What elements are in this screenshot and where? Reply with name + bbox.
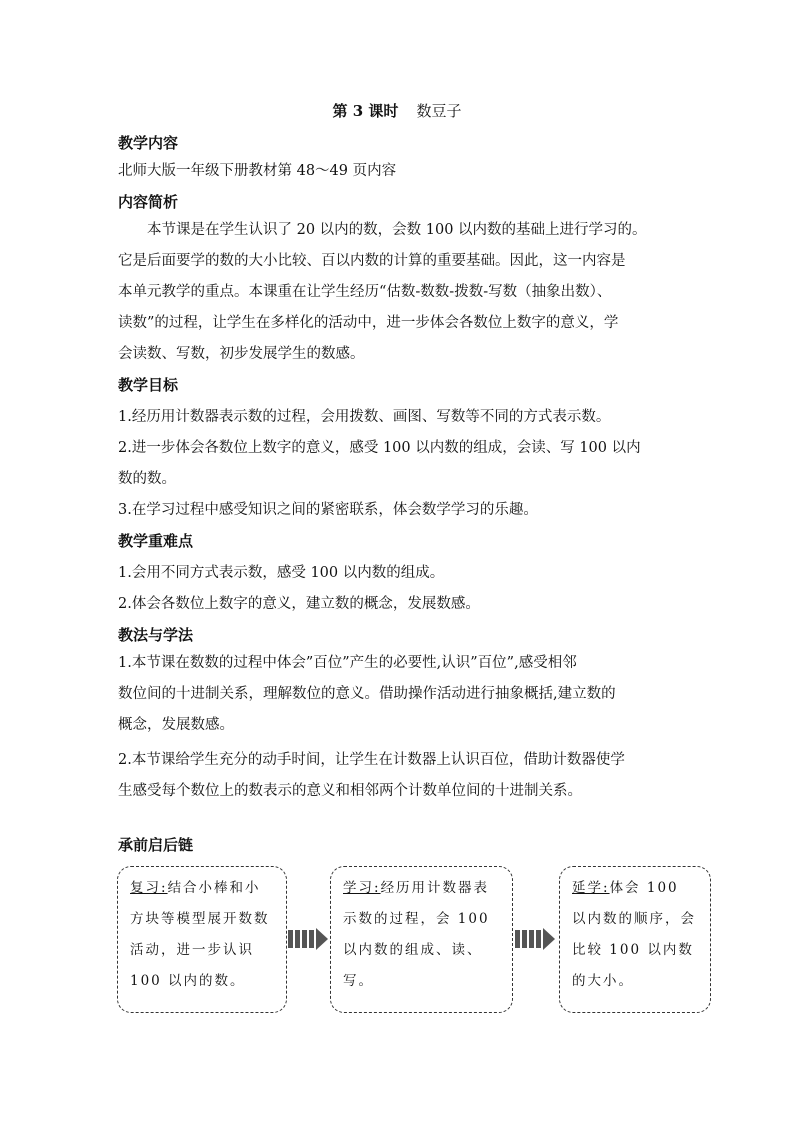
chain-box-label: 延学: [572, 880, 610, 896]
chain-box-learn [330, 866, 513, 1013]
analysis-line: 它是后面要学的数的大小比较、百以内数的计算的重要基础。因此，这一内容是 [118, 253, 626, 269]
lesson-title [0, 100, 794, 121]
heading-methods: 教法与学法 [118, 626, 194, 644]
goal-item: 1.经历用计数器表示数的过程，会用拨数、画图、写数等不同的方式表示数。 [118, 409, 611, 425]
chain-box-extend [559, 866, 711, 1013]
key-point-item: 2.体会各数位上数字的意义，建立数的概念，发展数感。 [118, 596, 480, 612]
lesson-name: 数豆子 [416, 102, 462, 120]
method-line: 生感受每个数位上的数表示的意义和相邻两个计数单位间的十进制关系。 [118, 783, 582, 799]
chain-title: 承前启后链 [118, 836, 194, 854]
heading-key-points: 教学重难点 [118, 532, 194, 550]
heading-teaching-content: 教学内容 [118, 134, 179, 152]
chain-box-label: 学习: [343, 880, 381, 896]
heading-teaching-goals: 教学目标 [118, 376, 179, 394]
key-point-item: 1.会用不同方式表示数，感受 100 以内数的组成。 [118, 565, 445, 581]
chain-box-text: 经历用计数器表示数的过程，会 100 以内数的组成、读、写。 [343, 880, 490, 989]
heading-content-analysis: 内容简析 [118, 193, 179, 211]
lesson-number: 第 3 课时 [332, 102, 399, 120]
method-line: 2.本节课给学生充分的动手时间，让学生在计数器上认识百位，借助计数器使学 [118, 752, 625, 768]
goal-item: 3.在学习过程中感受知识之间的紧密联系，体会数学学习的乐趣。 [118, 502, 538, 518]
chain-box-text: 结合小棒和小方块等模型展开数数活动，进一步认识 100 以内的数。 [130, 880, 270, 989]
method-line: 1.本节课在数数的过程中体会”百位”产生的必要性,认识”百位”,感受相邻 [118, 655, 577, 671]
arrow-icon [515, 928, 555, 950]
arrow-icon [288, 928, 328, 950]
method-line: 概念，发展数感。 [118, 717, 234, 733]
analysis-line: 本节课是在学生认识了 20 以内的数，会数 100 以内数的基础上进行学习的。 [147, 222, 647, 238]
chain-box-text: 体会 100 以内数的顺序，会比较 100 以内数的大小。 [572, 880, 696, 989]
lesson-content [118, 128, 688, 807]
goal-item: 数的数。 [118, 471, 176, 487]
chain-box-label: 复习: [130, 880, 168, 896]
chain-box-review [117, 866, 287, 1013]
analysis-line: 会读数、写数，初步发展学生的数感。 [118, 346, 365, 362]
teaching-content-text: 北师大版一年级下册教材第 48～49 页内容 [118, 163, 397, 179]
method-line: 数位间的十进制关系，理解数位的意义。借助操作活动进行抽象概括,建立数的 [118, 686, 616, 702]
analysis-line: 本单元教学的重点。本课重在让学生经历“估数-数数-拨数-写数（抽象出数）、 [118, 284, 612, 300]
goal-item: 2.进一步体会各数位上数字的意义，感受 100 以内数的组成，会读、写 100 以内 [118, 440, 641, 456]
analysis-line: 读数”的过程，让学生在多样化的活动中，进一步体会各数位上数字的意义，学 [118, 315, 619, 331]
